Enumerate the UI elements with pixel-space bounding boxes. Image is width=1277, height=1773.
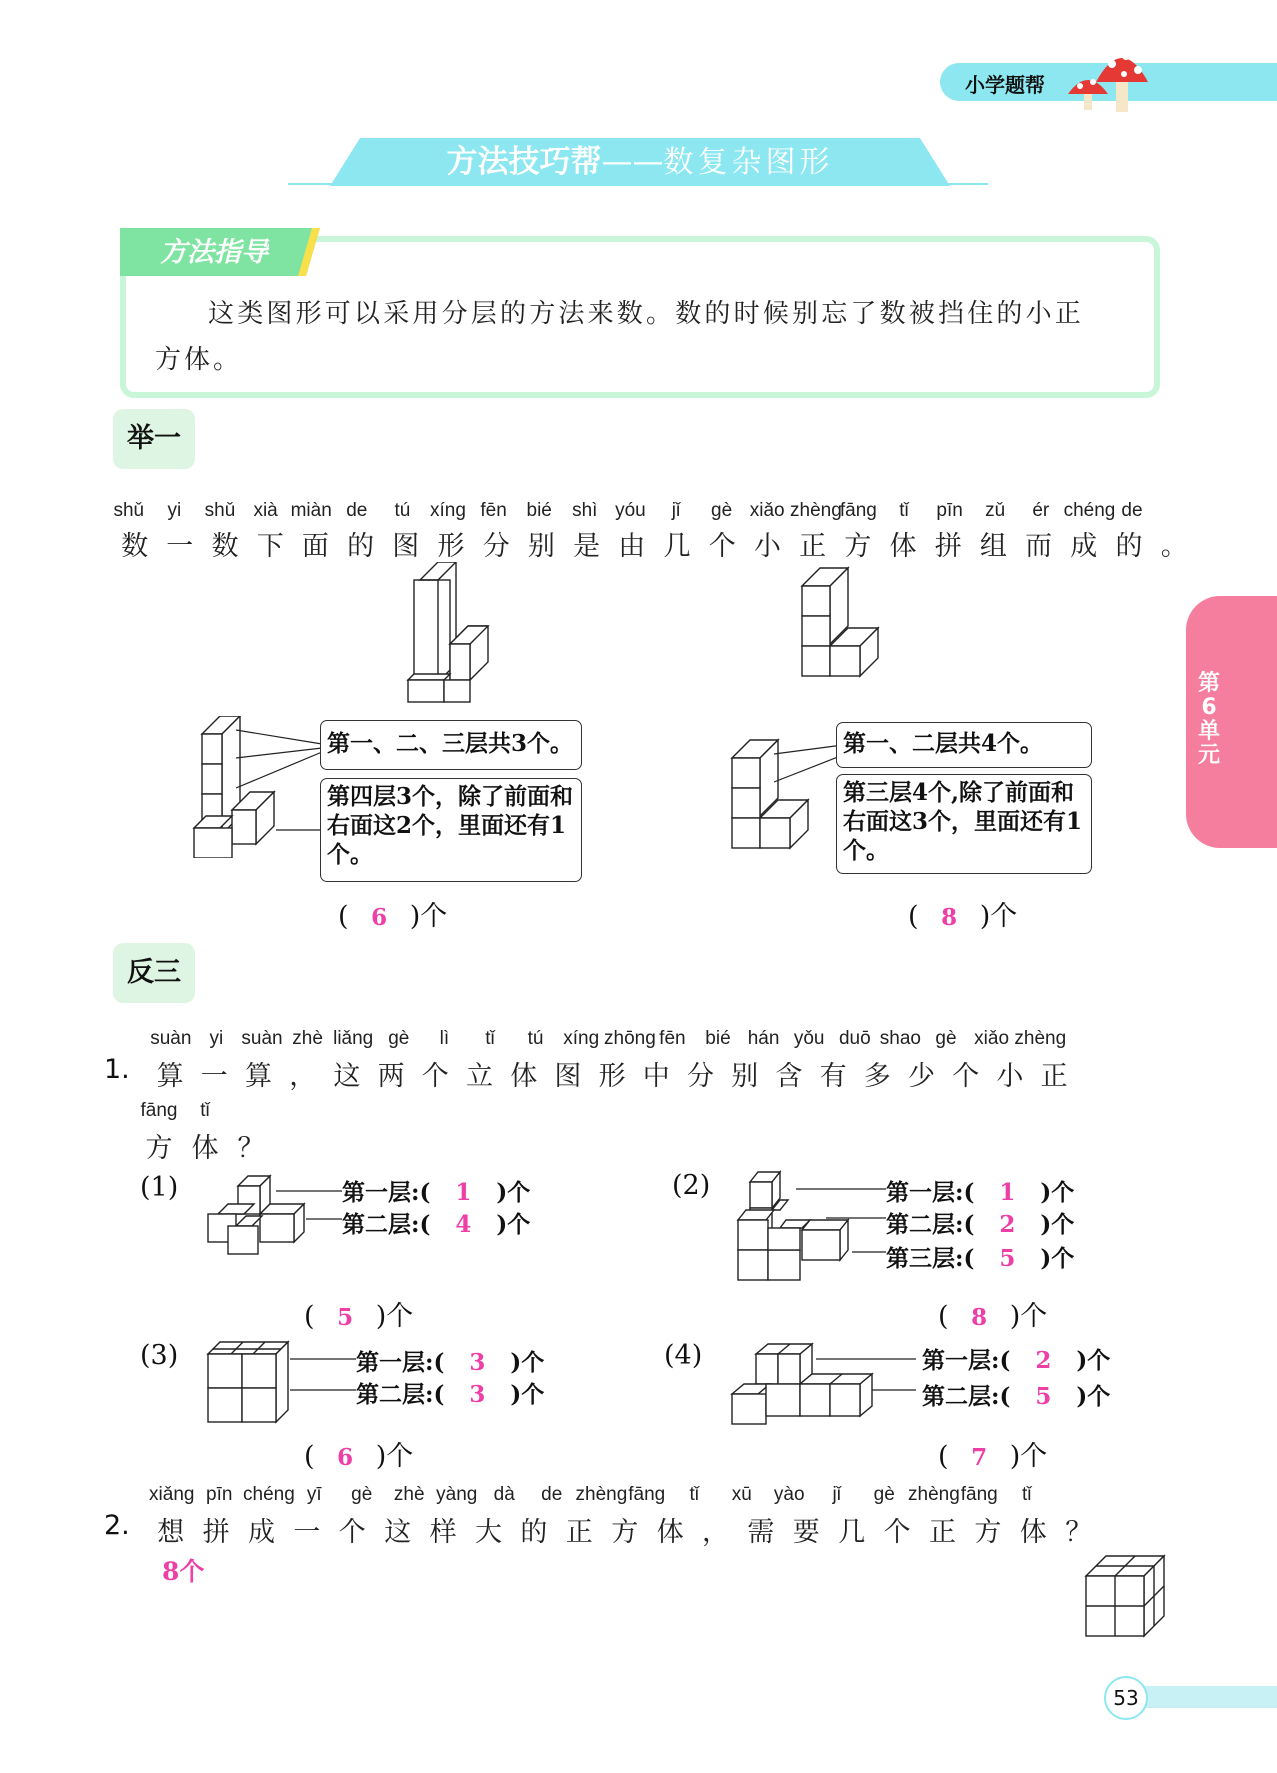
close-paren: ) xyxy=(1001,1441,1021,1472)
example-left-answer-value: 6 xyxy=(371,904,388,931)
hanzi-char: 成 xyxy=(1070,531,1098,562)
layer-label: 第二层:( xyxy=(356,1381,445,1408)
pinyin-syllable: yóu xyxy=(615,500,646,521)
layer-close: )个 xyxy=(1040,1179,1075,1206)
pinyin-syllable: tǐ xyxy=(485,1028,495,1049)
q1-item2-layer1 xyxy=(886,1174,1074,1207)
hanzi-char: 算 xyxy=(156,1061,184,1092)
hanzi-char: 正 xyxy=(565,1517,593,1548)
pinyin-syllable: chéng xyxy=(1063,500,1116,521)
hanzi-char: 体 xyxy=(191,1133,219,1164)
hanzi-char: 个 xyxy=(338,1517,366,1548)
pinyin-syllable: xiǎo xyxy=(974,1028,1010,1049)
q1-item2-total-value: 8 xyxy=(971,1304,988,1331)
unit-tab-char-1: 第 xyxy=(1197,671,1220,696)
q1-item4-layer1 xyxy=(922,1342,1110,1375)
layer-value: 1 xyxy=(455,1179,472,1206)
q1-item3-leader-lines xyxy=(290,1350,358,1394)
pinyin-syllable: lì xyxy=(439,1028,450,1049)
layer-value: 4 xyxy=(455,1211,472,1238)
pinyin-syllable: yi xyxy=(167,500,182,521)
layer-value: 5 xyxy=(1035,1383,1052,1410)
q1-item3-layer2 xyxy=(356,1376,544,1409)
hanzi-char: 要 xyxy=(792,1517,820,1548)
pinyin-syllable: tǐ xyxy=(689,1484,699,1505)
open-paren: ( xyxy=(338,901,358,932)
hanzi-char: 分 xyxy=(686,1061,714,1092)
unit-tab-char-3: 单 xyxy=(1197,719,1220,744)
pinyin-syllable: hán xyxy=(747,1028,780,1049)
pinyin-syllable: fāng xyxy=(140,1100,178,1121)
layer-label: 第二层:( xyxy=(886,1211,975,1238)
unit: 个 xyxy=(420,901,448,932)
layer-label: 第二层:( xyxy=(922,1383,1011,1410)
q1-item2-leader-lines xyxy=(796,1180,888,1276)
q1-item1-layer2 xyxy=(342,1206,530,1239)
q1-item2-label: (2) xyxy=(672,1170,711,1201)
q1-item1-total xyxy=(304,1294,413,1333)
close-paren: ) xyxy=(401,901,421,932)
pinyin-syllable: zhèng xyxy=(1014,1028,1067,1049)
layer-value: 5 xyxy=(999,1245,1016,1272)
pinyin-syllable: suàn xyxy=(241,1028,283,1049)
hanzi-char: 拼 xyxy=(934,531,962,562)
pinyin-syllable: pīn xyxy=(936,500,963,521)
pinyin-syllable: yàng xyxy=(436,1484,478,1505)
hanzi-char: ， xyxy=(701,1517,729,1548)
hanzi-char: 正 xyxy=(799,531,827,562)
layer-label: 第三层:( xyxy=(886,1245,975,1272)
pinyin-syllable: bié xyxy=(705,1028,731,1049)
pinyin-syllable: zǔ xyxy=(985,500,1006,521)
pinyin-syllable: bié xyxy=(526,500,552,521)
pinyin-syllable: duō xyxy=(838,1028,871,1049)
example-right-callout-2: 第三层4个,除了前面和右面这3个，里面还有1个。 xyxy=(836,774,1092,874)
pinyin-syllable: xíng xyxy=(563,1028,600,1049)
pinyin-syllable: dà xyxy=(493,1484,515,1505)
q1-item3-label: (3) xyxy=(140,1340,179,1371)
pinyin-syllable: gè xyxy=(873,1484,895,1505)
unit: 个 xyxy=(386,1441,414,1472)
pinyin-syllable: shì xyxy=(572,500,598,521)
pinyin-syllable: xíng xyxy=(430,500,466,521)
hanzi-char: 方 xyxy=(611,1517,639,1548)
pinyin-syllable: gè xyxy=(935,1028,957,1049)
close-paren: ) xyxy=(367,1301,387,1332)
pinyin-syllable: shǔ xyxy=(204,500,236,521)
layer-close: )个 xyxy=(496,1211,531,1238)
pinyin-syllable: yī xyxy=(306,1484,322,1505)
example-tag: 举一 xyxy=(113,409,195,469)
hanzi-char: 个 xyxy=(708,531,736,562)
hanzi-char: 分 xyxy=(482,531,510,562)
method-text-line1: 这类图形可以采用分层的方法来数。数的时候别忘了数被挡住的小正 xyxy=(208,299,1085,329)
example-right-callout-1: 第一、二层共4个。 xyxy=(836,722,1092,768)
pinyin-syllable: de xyxy=(346,500,368,521)
hanzi-char: 体 xyxy=(510,1061,538,1092)
hanzi-char: 小 xyxy=(753,531,781,562)
pinyin-syllable: fēn xyxy=(659,1028,686,1049)
pinyin-syllable: zhè xyxy=(393,1484,425,1505)
hanzi-char: 需 xyxy=(747,1517,775,1548)
pinyin-syllable: zhèng xyxy=(575,1484,628,1505)
layer-close: )个 xyxy=(510,1349,545,1376)
pinyin-syllable: chéng xyxy=(243,1484,295,1505)
pinyin-syllable: zhè xyxy=(292,1028,323,1049)
layer-close: )个 xyxy=(510,1381,545,1408)
unit-tab-char-4: 元 xyxy=(1197,743,1220,768)
pinyin-syllable: yào xyxy=(773,1484,805,1505)
hanzi-char: 这 xyxy=(384,1517,412,1548)
pinyin-syllable: tú xyxy=(394,500,411,521)
hanzi-char: ？ xyxy=(1065,1517,1093,1548)
hanzi-char: ？ xyxy=(237,1133,265,1164)
hanzi-char: 方 xyxy=(974,1517,1002,1548)
open-paren: ( xyxy=(938,1441,958,1472)
q2-number: 2. xyxy=(104,1510,130,1541)
hanzi-char: 算 xyxy=(244,1061,272,1092)
layer-close: )个 xyxy=(1040,1245,1075,1272)
hanzi-char: 下 xyxy=(256,531,284,562)
hanzi-char: 几 xyxy=(663,531,691,562)
layer-value: 3 xyxy=(469,1349,486,1376)
layer-close: )个 xyxy=(1076,1383,1111,1410)
pinyin-syllable: yǒu xyxy=(793,1028,825,1049)
pinyin-syllable: xià xyxy=(253,500,278,521)
q1-item4-layer2 xyxy=(922,1378,1110,1411)
hanzi-char: 形 xyxy=(598,1061,626,1092)
pinyin-syllable: jǐ xyxy=(832,1484,841,1505)
pinyin-syllable: gè xyxy=(351,1484,373,1505)
pinyin-syllable: de xyxy=(541,1484,563,1505)
q1-item3-total-value: 6 xyxy=(337,1444,354,1471)
hanzi-char: 由 xyxy=(618,531,646,562)
pinyin-syllable: jǐ xyxy=(671,500,681,521)
hanzi-char: 一 xyxy=(200,1061,228,1092)
pinyin-syllable: tú xyxy=(527,1028,544,1049)
unit-tab-char-2: 6 xyxy=(1201,695,1217,720)
hanzi-char: 小 xyxy=(996,1061,1024,1092)
example-left-callout-2: 第四层3个，除了前面和右面这2个，里面还有1个。 xyxy=(320,778,582,882)
layer-value: 3 xyxy=(469,1381,486,1408)
layer-value: 2 xyxy=(999,1211,1016,1238)
header-brand: 小学题帮 xyxy=(965,73,1045,97)
hanzi-char: 正 xyxy=(928,1517,956,1548)
method-tag: 方法指导 xyxy=(160,237,268,268)
pinyin-syllable: tǐ xyxy=(200,1100,210,1121)
hanzi-char: 别 xyxy=(731,1061,759,1092)
unit: 个 xyxy=(1020,1301,1048,1332)
example-right-answer-value: 8 xyxy=(941,904,958,931)
pinyin-syllable: fāng xyxy=(628,1484,666,1505)
hanzi-char: 方 xyxy=(145,1133,173,1164)
q1-item3-layer1 xyxy=(356,1344,544,1377)
banner-title-main: 方法技巧帮 xyxy=(446,144,602,180)
pinyin-syllable: zhèng xyxy=(790,500,842,521)
hanzi-char: 含 xyxy=(775,1061,803,1092)
layer-label: 第二层:( xyxy=(342,1211,431,1238)
pinyin-syllable: ér xyxy=(1032,500,1050,521)
hanzi-char: 面 xyxy=(301,531,329,562)
pinyin-syllable: fēn xyxy=(480,500,507,521)
q1-item4-leader-lines xyxy=(816,1350,918,1394)
pinyin-syllable: gè xyxy=(711,500,733,521)
hanzi-char: 有 xyxy=(819,1061,847,1092)
example-left-callout-1: 第一、二、三层共3个。 xyxy=(320,720,582,770)
pinyin-syllable: fāng xyxy=(839,500,877,521)
hanzi-char: 体 xyxy=(656,1517,684,1548)
open-paren: ( xyxy=(938,1301,958,1332)
practice-tag: 反三 xyxy=(113,943,195,1003)
close-paren: ) xyxy=(1001,1301,1021,1332)
pinyin-syllable: pīn xyxy=(206,1484,233,1505)
method-text-line2: 方体。 xyxy=(155,345,243,375)
pinyin-syllable: xū xyxy=(731,1484,752,1505)
banner-title xyxy=(330,140,950,189)
hanzi-char: 组 xyxy=(979,531,1007,562)
unit-side-tab-label xyxy=(1196,672,1222,768)
open-paren: ( xyxy=(304,1441,324,1472)
hanzi-char: 图 xyxy=(392,531,420,562)
pinyin-syllable: zhèng xyxy=(908,1484,960,1505)
layer-label: 第一层:( xyxy=(356,1349,445,1376)
hanzi-char: 体 xyxy=(889,531,917,562)
pinyin-syllable: xiǎo xyxy=(749,500,785,521)
hanzi-char: 成 xyxy=(247,1517,275,1548)
open-paren: ( xyxy=(304,1301,324,1332)
q1-item1-leader-lines xyxy=(276,1182,344,1222)
pinyin-syllable: shao xyxy=(879,1028,921,1049)
q1-item2-layer2 xyxy=(886,1206,1074,1239)
pinyin-syllable: yi xyxy=(209,1028,224,1049)
layer-value: 1 xyxy=(999,1179,1016,1206)
hanzi-char: 一 xyxy=(166,531,194,562)
layer-label: 第一层:( xyxy=(886,1179,975,1206)
hanzi-char: 几 xyxy=(838,1517,866,1548)
pinyin-syllable: tǐ xyxy=(1022,1484,1032,1505)
q1-item4-total xyxy=(938,1434,1047,1473)
q2-answer: 8个 xyxy=(162,1557,205,1586)
hanzi-char: 。 xyxy=(1160,531,1188,562)
hanzi-char: 样 xyxy=(429,1517,457,1548)
hanzi-char: 多 xyxy=(863,1061,891,1092)
pinyin-syllable: gè xyxy=(388,1028,410,1049)
hanzi-char: 大 xyxy=(474,1517,502,1548)
hanzi-char: 拼 xyxy=(202,1517,230,1548)
hanzi-char: 个 xyxy=(421,1061,449,1092)
layer-close: )个 xyxy=(1076,1347,1111,1374)
hanzi-char: 别 xyxy=(527,531,555,562)
layer-label: 第一层:( xyxy=(342,1179,431,1206)
hanzi-char: 数 xyxy=(211,531,239,562)
hanzi-char: 的 xyxy=(520,1517,548,1548)
unit: 个 xyxy=(1020,1441,1048,1472)
hanzi-char: 正 xyxy=(1040,1061,1068,1092)
mushroom-icon xyxy=(1060,40,1152,116)
hanzi-char: 个 xyxy=(883,1517,911,1548)
close-paren: ) xyxy=(367,1441,387,1472)
example-right-answer xyxy=(908,894,1017,933)
unit: 个 xyxy=(990,901,1018,932)
hanzi-char: 少 xyxy=(907,1061,935,1092)
close-paren: ) xyxy=(971,901,991,932)
q1-number: 1. xyxy=(104,1054,130,1085)
q1-item1-layer1 xyxy=(342,1174,530,1207)
hanzi-char: 体 xyxy=(1019,1517,1047,1548)
example-left-answer xyxy=(338,894,447,933)
q1-item4-total-value: 7 xyxy=(971,1444,988,1471)
pinyin-syllable: suàn xyxy=(150,1028,192,1049)
hanzi-char: 形 xyxy=(437,531,465,562)
hanzi-char: 一 xyxy=(293,1517,321,1548)
pinyin-syllable: miàn xyxy=(290,500,332,521)
q1-item3-total xyxy=(304,1434,413,1473)
hanzi-char: 中 xyxy=(642,1061,670,1092)
hanzi-char: 个 xyxy=(952,1061,980,1092)
hanzi-char: 是 xyxy=(573,531,601,562)
hanzi-char: 两 xyxy=(377,1061,405,1092)
q1-item1-label: (1) xyxy=(140,1172,179,1203)
unit: 个 xyxy=(386,1301,414,1332)
pinyin-syllable: tǐ xyxy=(899,500,909,521)
example-right-l-figure xyxy=(796,566,886,680)
open-paren: ( xyxy=(908,901,928,932)
layer-label: 第一层:( xyxy=(922,1347,1011,1374)
hanzi-char: 图 xyxy=(554,1061,582,1092)
example-left-tower-figure xyxy=(404,562,494,704)
q1-item4-label: (4) xyxy=(664,1340,703,1371)
q1-item3-figure xyxy=(204,1340,300,1426)
hanzi-char: 而 xyxy=(1025,531,1053,562)
pinyin-syllable: fāng xyxy=(960,1484,998,1505)
hanzi-char: 这 xyxy=(333,1061,361,1092)
pinyin-syllable: xiǎng xyxy=(149,1484,195,1505)
hanzi-char: 想 xyxy=(157,1517,185,1548)
pinyin-syllable: de xyxy=(1121,500,1143,521)
layer-close: )个 xyxy=(496,1179,531,1206)
layer-value: 2 xyxy=(1035,1347,1052,1374)
q2-cube-figure xyxy=(1082,1554,1168,1640)
hanzi-char: 立 xyxy=(465,1061,493,1092)
layer-close: )个 xyxy=(1040,1211,1075,1238)
hanzi-char: ， xyxy=(289,1061,317,1092)
hanzi-char: 的 xyxy=(1115,531,1143,562)
hanzi-char: 数 xyxy=(121,531,149,562)
example-left-leader-lines xyxy=(236,726,326,836)
q1-item2-layer3 xyxy=(886,1240,1074,1273)
banner-title-sub: 数复杂图形 xyxy=(663,145,834,180)
q1-item2-total xyxy=(938,1294,1047,1333)
pinyin-syllable: shǔ xyxy=(113,500,145,521)
pinyin-syllable: liǎng xyxy=(333,1028,374,1049)
pinyin-syllable: zhōng xyxy=(604,1028,656,1049)
page-number: 53 xyxy=(1104,1676,1148,1720)
q1-item1-total-value: 5 xyxy=(337,1304,354,1331)
banner-title-dash: —— xyxy=(601,144,664,180)
hanzi-char: 方 xyxy=(844,531,872,562)
hanzi-char: 的 xyxy=(347,531,375,562)
